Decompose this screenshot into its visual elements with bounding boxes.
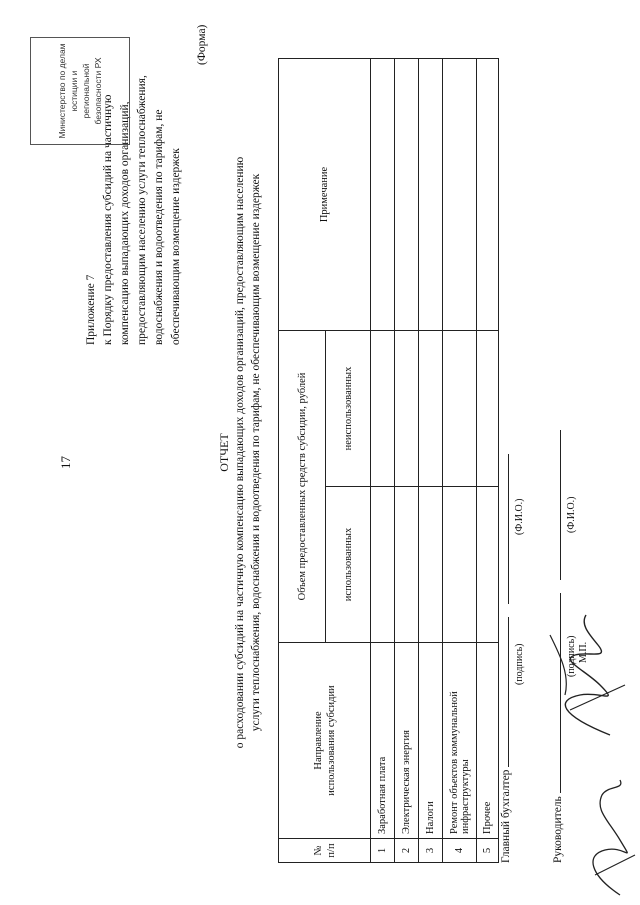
cell-used [395,487,419,643]
accountant-fio-line [496,454,509,604]
row-number: 3 [419,839,443,863]
accountant-label: Главный бухгалтер [500,769,512,863]
cell-used [443,487,477,643]
appendix-line: компенсацию выпадающих доходов организаций, [119,101,131,345]
cell-note [477,59,499,331]
form-label: (Форма) [196,24,208,65]
row-direction: Заработная плата [371,643,395,839]
appendix-line: обеспечивающим возмещение издержек [170,148,182,345]
accountant-signature-line [496,617,509,767]
report-subtitle-line-1: о расходовании субсидий на частичную компенсацию выпадающих доходов организаций, предоставляющим населению [234,156,246,749]
accountant-signature-hint: (подпись) [514,643,525,685]
report-title [216,30,264,875]
table-row [419,59,443,863]
accountant-signature-row [496,454,512,863]
bottom-handwritten-signature-icon [580,775,640,905]
cell-unused [395,331,419,487]
stamp-line: Министерство по делам [57,43,67,139]
appendix-block [83,25,185,345]
row-direction: Электрическая энергия [395,643,419,839]
row-number: 5 [477,839,499,863]
head-handwritten-signature-icon [540,605,635,755]
table-row [371,59,395,863]
accountant-fio-hint: (Ф.И.О.) [514,498,525,535]
header-direction: Направление использования субсидии [279,643,371,839]
header-volume: Объем предоставленных средств субсидии, рублей [279,331,326,643]
header-used: использованных [326,487,371,643]
appendix-line: Приложение 7 [85,274,97,345]
report-heading: ОТЧЕТ [217,433,231,472]
row-direction: Прочее [477,643,499,839]
cell-note [371,59,395,331]
cell-used [419,487,443,643]
row-direction: Налоги [419,643,443,839]
cell-note [419,59,443,331]
cell-used [371,487,395,643]
report-subtitle-line-2: услуги теплоснабжения, водоснабжения и водоотведения по тарифам, не обеспечивающим возмещение издержек [250,173,262,732]
stamp-line: безопасности РХ [93,57,103,125]
appendix-line: предоставляющим населению услуги теплоснабжения, [136,75,148,345]
header-unused: неиспользованных [326,331,371,487]
table-row [395,59,419,863]
head-fio-hint: (Ф.И.О.) [566,496,577,533]
header-note: Примечание [279,59,371,331]
cell-note [443,59,477,331]
row-number: 1 [371,839,395,863]
cell-note [395,59,419,331]
row-number: 2 [395,839,419,863]
row-direction: Ремонт объектов коммунальной инфраструктуры [443,643,477,839]
stamp-line: юстиции и региональной [69,63,91,119]
page-number: 17 [58,456,73,469]
appendix-line: к Порядку предоставления субсидий на частичную [102,94,114,345]
row-number: 4 [443,839,477,863]
head-fio-line [548,430,561,580]
appendix-line: водоснабжения и водоотведения по тарифам, не [153,109,165,345]
cell-unused [419,331,443,487]
cell-unused [443,331,477,487]
head-label: Руководитель [552,796,564,863]
head-signature-hint: (подпись) [566,635,577,677]
header-row-number: № п/п [279,839,371,863]
cell-unused [371,331,395,487]
table-row [443,59,477,863]
report-table [278,58,499,863]
stamp-place-label: М.П. [578,641,589,663]
